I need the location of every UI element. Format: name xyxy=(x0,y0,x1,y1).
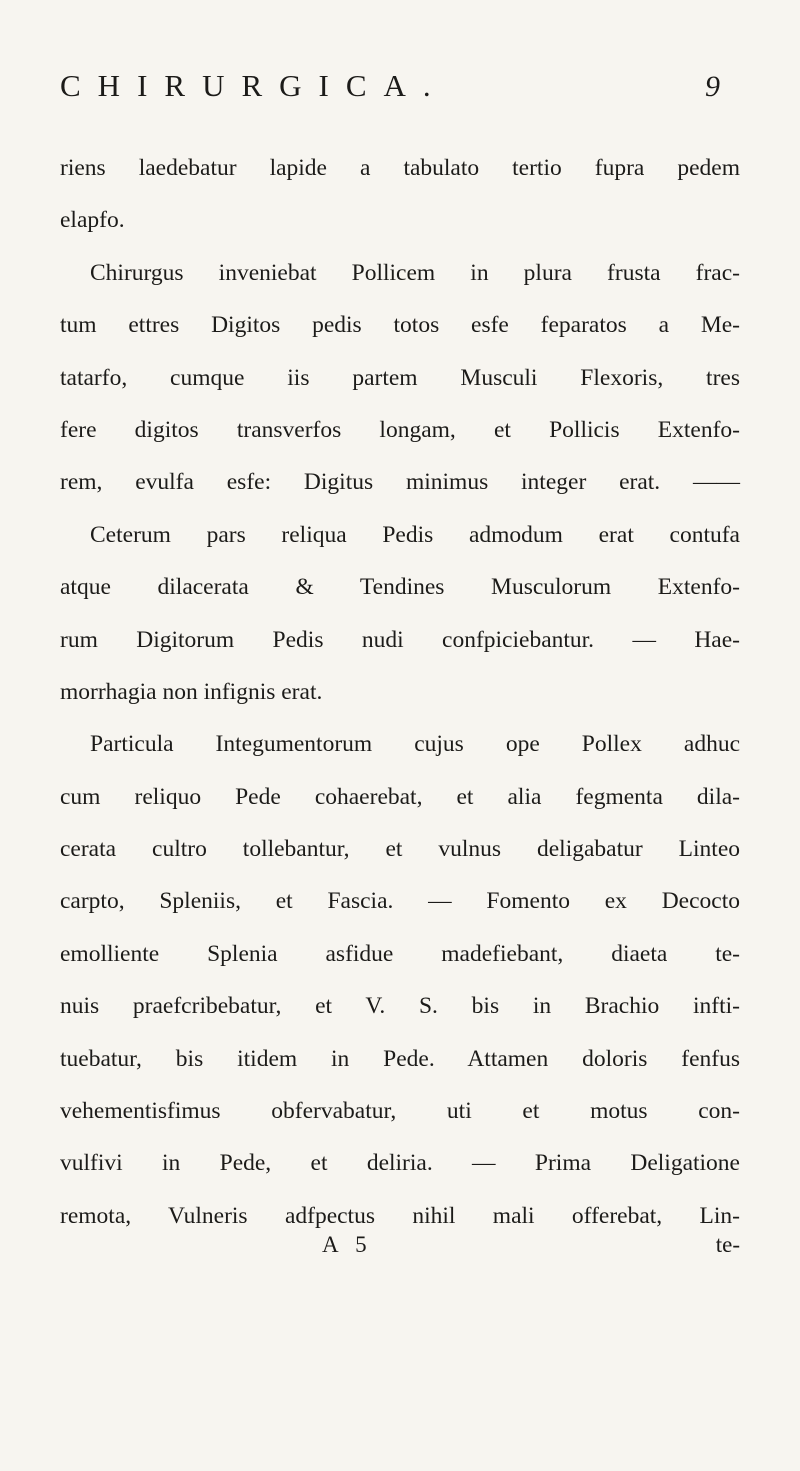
text-line: elapfo. xyxy=(60,207,125,234)
running-head xyxy=(60,68,720,108)
text-line: Particula Integumentorum cujus ope Pollex adhuc xyxy=(90,731,740,758)
text-line: morrhagia non infignis erat. xyxy=(60,678,323,705)
text-line: remota, Vulneris adfpectus nihil mali offerebat, Lin- xyxy=(60,1202,740,1229)
text-line: tatarfo, cumque iis partem Musculi Flexoris, tres xyxy=(60,364,740,391)
text-line: riens laedebatur lapide a tabulato tertio fupra pedem xyxy=(60,155,740,181)
text-line: emolliente Splenia asfidue madefiebant, diaeta te- xyxy=(60,940,740,967)
page-footer xyxy=(60,1232,740,1272)
text-line: atque dilacerata & Tendines Musculorum Extenfo- xyxy=(60,574,740,601)
text-line: carpto, Spleniis, et Fascia. — Fomento ex Decocto xyxy=(60,888,740,915)
page-number: 9 xyxy=(705,70,720,103)
text-line: tuebatur, bis itidem in Pede. Attamen doloris fenfus xyxy=(60,1045,740,1072)
text-line: nuis praefcribebatur, et V. S. bis in Brachio infti- xyxy=(60,993,740,1020)
text-line: vulfivi in Pede, et deliria. — Prima Deligatione xyxy=(60,1150,740,1177)
text-line: vehementisfimus obfervabatur, uti et motus con- xyxy=(60,1098,740,1125)
text-line: tum ettres Digitos pedis totos esfe feparatos a Me- xyxy=(60,312,740,339)
running-title: CHIRURGICA. xyxy=(60,68,448,103)
text-line: cum reliquo Pede cohaerebat, et alia fegmenta dila- xyxy=(60,783,740,810)
signature-mark: A 5 xyxy=(322,1232,373,1257)
text-line: Ceterum pars reliqua Pedis admodum erat contufa xyxy=(90,521,740,548)
catchword: te- xyxy=(715,1232,740,1257)
body-text xyxy=(60,142,740,1242)
text-line: rum Digitorum Pedis nudi confpiciebantur. — Hae- xyxy=(60,626,740,653)
text-line: Chirurgus inveniebat Pollicem in plura frusta frac- xyxy=(90,259,740,286)
text-line: fere digitos transverfos longam, et Pollicis Extenfo- xyxy=(60,416,740,443)
text-line: cerata cultro tollebantur, et vulnus deligabatur Linteo xyxy=(60,836,740,863)
text-line: rem, evulfa esfe: Digitus minimus integer erat. —— xyxy=(60,469,740,496)
